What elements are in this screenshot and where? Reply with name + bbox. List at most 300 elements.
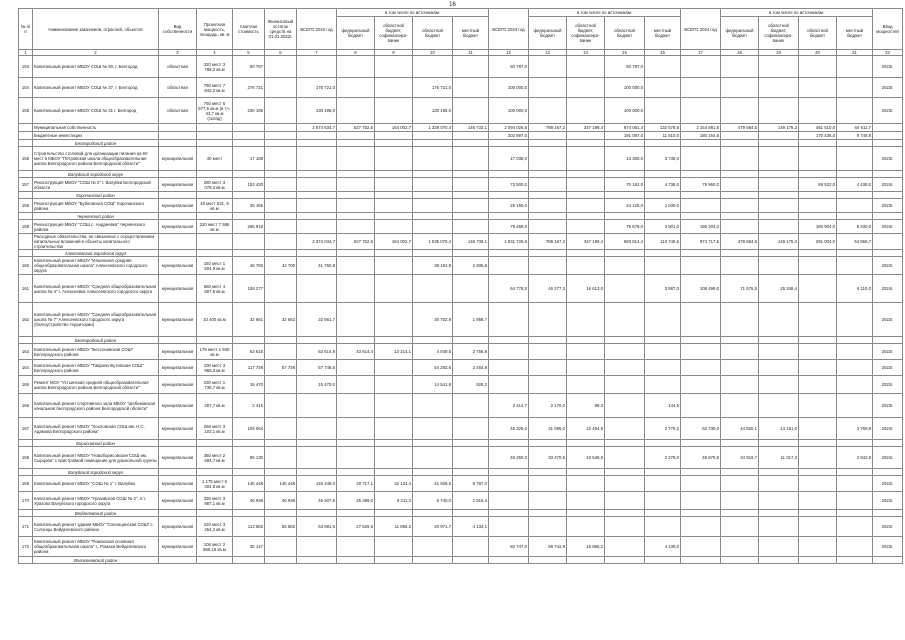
table-cell: Капитальный ремонт МБОУ "Ильинская средняя общеобразовательная школа" Алексеевского городского округа (33, 257, 159, 275)
table-cell: 50 787 (233, 56, 265, 78)
table-cell: 113 682 (233, 517, 265, 537)
table-cell (375, 303, 413, 337)
table-cell: 162 (19, 303, 33, 337)
cell (489, 171, 529, 178)
cell (413, 140, 453, 147)
table-cell: 64 778,0 (489, 275, 529, 303)
table-cell (489, 476, 529, 492)
table-cell: 11 017,3 (759, 447, 799, 469)
table-cell (721, 199, 759, 213)
cell (297, 140, 337, 147)
column-header: местный бюджет (645, 17, 681, 50)
cell (605, 337, 645, 344)
table-cell (645, 476, 681, 492)
cell (265, 171, 297, 178)
table-cell: 2023г. (873, 537, 903, 557)
table-cell (337, 147, 375, 171)
cell (233, 192, 265, 199)
table-cell (453, 275, 489, 303)
cell (567, 171, 605, 178)
cell (567, 469, 605, 476)
cell (19, 469, 33, 476)
cell (681, 510, 721, 517)
table-cell (759, 537, 799, 557)
table-cell (337, 303, 375, 337)
table-cell (799, 257, 837, 275)
section-title: Вейделевский район (33, 510, 159, 517)
table-cell: 10 400 кв.м (197, 303, 233, 337)
table-cell (265, 344, 297, 360)
table-cell (297, 178, 337, 192)
cell (453, 510, 489, 517)
table-cell: 40 мест (197, 147, 233, 171)
table-cell: 75 679,0 (605, 220, 645, 234)
table-cell (799, 517, 837, 537)
table-cell: 130 195,0 (413, 98, 453, 124)
cell (837, 469, 873, 476)
table-cell (297, 199, 337, 213)
table-cell (799, 476, 837, 492)
group-header-2024: в том числе по источникам: (721, 9, 873, 17)
cell (759, 440, 799, 447)
table-cell: 144,9 (645, 394, 681, 418)
table-cell: 1 339 070,4 (413, 124, 453, 132)
cell (453, 469, 489, 476)
table-cell: муниципальная (159, 220, 197, 234)
column-header: областной бюджет (413, 17, 453, 50)
table-cell: 167 (19, 418, 33, 440)
table-cell: 54 968,7 (837, 234, 873, 250)
column-index: 4 (197, 50, 233, 56)
table-row (19, 360, 903, 376)
table-cell (645, 303, 681, 337)
table-cell: 163 (19, 344, 33, 360)
column-header: федеральный бюджет (337, 17, 375, 50)
table-cell: 4 738,0 (645, 178, 681, 192)
table-cell (605, 360, 645, 376)
table-cell: 2022г. (873, 344, 903, 360)
table-cell (233, 132, 265, 140)
column-index: 19 (759, 50, 799, 56)
table-cell (265, 199, 297, 213)
cell (197, 213, 233, 220)
cell (837, 213, 873, 220)
table-cell (799, 360, 837, 376)
cell (375, 171, 413, 178)
table-cell (337, 360, 375, 376)
table-cell: 15 470 (233, 376, 265, 394)
table-cell: 280 мест 3 078,4 кв.м (197, 178, 233, 192)
table-cell: 265 918 (233, 220, 265, 234)
table-cell (159, 234, 197, 250)
cell (233, 440, 265, 447)
table-cell (453, 418, 489, 440)
cell (489, 213, 529, 220)
table-cell: 63 615 (233, 344, 265, 360)
cell (681, 469, 721, 476)
table-cell: 4 139,0 (645, 537, 681, 557)
table-cell (529, 257, 567, 275)
table-cell (721, 360, 759, 376)
column-header: Сметная стоимость (233, 9, 265, 50)
table-cell: 2022г. (873, 376, 903, 394)
column-index: 14 (567, 50, 605, 56)
table-cell: 276 721 (233, 78, 265, 98)
table-cell (567, 98, 605, 124)
table-cell: Капитальный ремонт спортивного зала МБОУ "Шебекинская начальная белгородского района Белгородской области" (33, 394, 159, 418)
cell (645, 171, 681, 178)
table-cell (681, 394, 721, 418)
cell (159, 557, 197, 564)
cell (721, 250, 759, 257)
table-cell (297, 220, 337, 234)
table-cell: 2022г. (873, 476, 903, 492)
table-cell (529, 178, 567, 192)
column-header: местный бюджет (453, 17, 489, 50)
cell (413, 510, 453, 517)
table-cell (681, 147, 721, 171)
cell (645, 469, 681, 476)
table-cell (197, 132, 233, 140)
cell (375, 440, 413, 447)
table-cell: 4 049,5 (413, 344, 453, 360)
table-cell (759, 78, 799, 98)
table-cell (567, 517, 605, 537)
table-cell (413, 275, 453, 303)
cell (159, 510, 197, 517)
table-cell: 33 470,5 (529, 447, 567, 469)
table-cell: 360 мест 2 694,7 кв.м (197, 447, 233, 469)
table-cell (529, 360, 567, 376)
table-cell: 41 760,8 (297, 257, 337, 275)
cell (567, 337, 605, 344)
column-index: 16 (645, 50, 681, 56)
cell (337, 250, 375, 257)
table-cell (337, 220, 375, 234)
table-cell (681, 344, 721, 360)
cell (759, 250, 799, 257)
cell (265, 440, 297, 447)
table-cell: 158 (19, 199, 33, 213)
table-cell: 32 661 (233, 303, 265, 337)
table-cell: 4 438,0 (837, 178, 873, 192)
table-cell (681, 360, 721, 376)
table-cell (605, 257, 645, 275)
table-cell (337, 376, 375, 394)
table-row (19, 447, 903, 469)
table-cell (265, 98, 297, 124)
table-cell: 13 300,0 (605, 147, 645, 171)
table-cell (567, 56, 605, 78)
cell (453, 557, 489, 564)
cell (297, 192, 337, 199)
table-cell (529, 476, 567, 492)
table-cell: 130 195,0 (297, 98, 337, 124)
table-cell: 24 125,0 (605, 199, 645, 213)
section-title: Валуйский городской округ (33, 469, 159, 476)
cell (759, 140, 799, 147)
table-cell (759, 98, 799, 124)
table-cell (759, 257, 799, 275)
table-cell: 62 739,0 (681, 418, 721, 440)
table-cell: муниципальная (159, 476, 197, 492)
table-cell (799, 418, 837, 440)
table-cell (413, 199, 453, 213)
table-cell: муниципальная (159, 275, 197, 303)
table-cell: 750 мест 7 842,2 кв.м (197, 78, 233, 98)
table-cell: 17 188 (233, 147, 265, 171)
table-cell (297, 418, 337, 440)
cell (605, 510, 645, 517)
table-cell (873, 234, 903, 250)
table-cell: 2 674 634,7 (297, 124, 337, 132)
table-cell (605, 447, 645, 469)
table-cell (337, 394, 375, 418)
table-row (19, 537, 903, 557)
table-cell: 2 170,0 (529, 394, 567, 418)
table-cell: 153 (19, 56, 33, 78)
table-cell: 14 541,8 (413, 376, 453, 394)
cell (873, 557, 903, 564)
table-cell: 170 (19, 492, 33, 510)
table-cell: 2 415 (233, 394, 265, 418)
section-title: Волоконовский район (33, 557, 159, 564)
table-cell: 2 094 026,6 (489, 124, 529, 132)
cell (799, 557, 837, 564)
cell (529, 192, 567, 199)
cell (721, 171, 759, 178)
column-index: 12 (489, 50, 529, 56)
table-cell (799, 199, 837, 213)
table-cell: муниципальная (159, 360, 197, 376)
table-cell: 2022г. (873, 492, 903, 510)
table-cell: 73 500,0 (489, 178, 529, 192)
table-row (19, 257, 903, 275)
cell (645, 213, 681, 220)
table-cell: 11 865,2 (375, 517, 413, 537)
table-cell: 2023г. (873, 78, 903, 98)
table-cell: муниципальная (159, 199, 197, 213)
cell (453, 337, 489, 344)
cell (159, 250, 197, 257)
table-cell: Реконструкция МБОУ "СОШ с. Андреевка" Чернянского района (33, 220, 159, 234)
table-cell: 2 816,4 (453, 492, 489, 510)
table-cell: 172 (19, 537, 33, 557)
table-cell: 2023г. (873, 98, 903, 124)
table-cell (759, 147, 799, 171)
cell (453, 440, 489, 447)
table-cell: 347 199,4 (567, 234, 605, 250)
table-cell (337, 199, 375, 213)
table-row (19, 344, 903, 360)
column-index: 20 (799, 50, 837, 56)
table-row (19, 476, 903, 492)
table-cell: 157 (19, 178, 33, 192)
table-cell: 108 277 (233, 275, 265, 303)
section-title: Валуйский городской округ (33, 171, 159, 178)
cell (567, 140, 605, 147)
cell (873, 440, 903, 447)
table-cell: 8 787,0 (453, 476, 489, 492)
table-cell (681, 98, 721, 124)
table-cell: 479 584,5 (721, 234, 759, 250)
table-cell (605, 492, 645, 510)
cell (337, 469, 375, 476)
table-cell: муниципальная (159, 178, 197, 192)
cell (413, 213, 453, 220)
section-row (19, 213, 903, 220)
table-cell: 176 721,0 (297, 78, 337, 98)
table-cell: 650 мест 4 807,6 кв.м (197, 275, 233, 303)
table-cell: 82 747,0 (489, 537, 529, 557)
cell (721, 469, 759, 476)
table-cell (489, 344, 529, 360)
table-cell (799, 447, 837, 469)
table-cell: Капитальный ремонт МБОУ "СОШ № 1" г. Валуйки (33, 476, 159, 492)
cell (337, 192, 375, 199)
table-cell (681, 78, 721, 98)
cell (233, 469, 265, 476)
table-cell: Расходные обязательства, не связанные с осуществлением капитальных вложений в объекты капитального строительства (33, 234, 159, 250)
cell (197, 440, 233, 447)
section-row (19, 510, 903, 517)
table-row (19, 376, 903, 394)
table-cell (799, 344, 837, 360)
cell (759, 337, 799, 344)
table-cell (837, 78, 873, 98)
table-cell: Строительство столовой для организации питания на 60 мест в МБОУ "Петровская школа общеобразовательная школа Белгородского района Белгородской области" (33, 147, 159, 171)
cell (681, 192, 721, 199)
table-cell: 164 (19, 360, 33, 376)
table-cell (567, 344, 605, 360)
table-cell: 149 175,3 (759, 124, 799, 132)
cell (529, 171, 567, 178)
table-cell: Бюджетные инвестиции (33, 132, 159, 140)
cell (337, 213, 375, 220)
table-cell (529, 56, 567, 78)
cell (529, 140, 567, 147)
cell (197, 337, 233, 344)
table-cell (375, 220, 413, 234)
table-cell (645, 376, 681, 394)
table-cell (645, 56, 681, 78)
table-row (19, 178, 903, 192)
table-cell: 46 938 (265, 492, 297, 510)
table-cell (453, 199, 489, 213)
table-cell: 2 605,6 (453, 257, 489, 275)
table-cell (759, 199, 799, 213)
cell (799, 337, 837, 344)
cell (837, 171, 873, 178)
table-cell: 6 110,0 (837, 275, 873, 303)
table-cell (453, 537, 489, 557)
table-cell (837, 360, 873, 376)
table-cell: 176 721,0 (413, 78, 453, 98)
cell (759, 192, 799, 199)
column-index: 9 (375, 50, 413, 56)
section-row (19, 440, 903, 447)
table-cell: Капитальный ремонт МБОУ "Средняя общеобразовательная школа № 7" Алексеевского городского округа (благоустройство территории) (33, 303, 159, 337)
table-cell: 874 061,4 (605, 124, 645, 132)
cell (19, 140, 33, 147)
table-cell: 34 919,7 (721, 447, 759, 469)
table-cell: 46 938 (233, 492, 265, 510)
table-cell: 79 960,0 (681, 178, 721, 192)
table-cell: 4 134,1 (453, 517, 489, 537)
cell (759, 510, 799, 517)
table-cell (567, 220, 605, 234)
table-cell: Капитальный ремонт МБОУ СОШ № 31 г. Белгород (33, 98, 159, 124)
cell (645, 140, 681, 147)
table-cell (605, 394, 645, 418)
group-header-2022: в том числе по источникам: (337, 9, 489, 17)
table-cell: 32 134,4 (375, 476, 413, 492)
cell (681, 337, 721, 344)
table-cell (265, 418, 297, 440)
column-header: Наименование заказчиков, отраслей, объектов (33, 9, 159, 50)
table-cell (759, 220, 799, 234)
table-cell: Капитальный ремонт МБОУ СОШ № 50, г. Белгород (33, 56, 159, 78)
table-cell: 5 330,0 (837, 220, 873, 234)
table-cell (375, 275, 413, 303)
table-cell: 2023г. (873, 56, 903, 78)
table-cell: 291 004,0 (799, 234, 837, 250)
cell (197, 557, 233, 564)
table-cell: муниципальная (159, 303, 197, 337)
table-cell (159, 124, 197, 132)
table-cell (489, 303, 529, 337)
table-cell (721, 147, 759, 171)
table-cell (265, 537, 297, 557)
summary-row (19, 234, 903, 250)
table-cell: 2024г. (873, 220, 903, 234)
cell (799, 250, 837, 257)
table-cell: 2 756,9 (453, 344, 489, 360)
table-cell (297, 56, 337, 78)
table-cell (375, 78, 413, 98)
table-cell: 155 (19, 98, 33, 124)
table-cell (453, 147, 489, 171)
table-cell (529, 344, 567, 360)
cell (375, 250, 413, 257)
cell (759, 469, 799, 476)
table-cell: 146 448 (265, 476, 297, 492)
table-cell (337, 257, 375, 275)
cell (567, 250, 605, 257)
table-cell (375, 98, 413, 124)
table-cell: областная (159, 98, 197, 124)
table-cell: 95 130 (233, 447, 265, 469)
cell (567, 440, 605, 447)
table-cell: 160 (19, 257, 33, 275)
table-cell: 20 717,1 (337, 476, 375, 492)
table-cell (759, 492, 799, 510)
table-cell: 146 448,0 (297, 476, 337, 492)
cell (529, 440, 567, 447)
table-cell (645, 98, 681, 124)
cell (19, 250, 33, 257)
table-cell (721, 220, 759, 234)
table-row (19, 98, 903, 124)
table-cell (375, 178, 413, 192)
table-cell: 928,2 (453, 376, 489, 394)
table-cell (453, 447, 489, 469)
table-cell: 180 904,0 (799, 220, 837, 234)
table-cell: 192 мест 1 504,9 кв.м (197, 257, 233, 275)
cell (837, 250, 873, 257)
table-cell: 25 155 (233, 199, 265, 213)
section-row (19, 557, 903, 564)
